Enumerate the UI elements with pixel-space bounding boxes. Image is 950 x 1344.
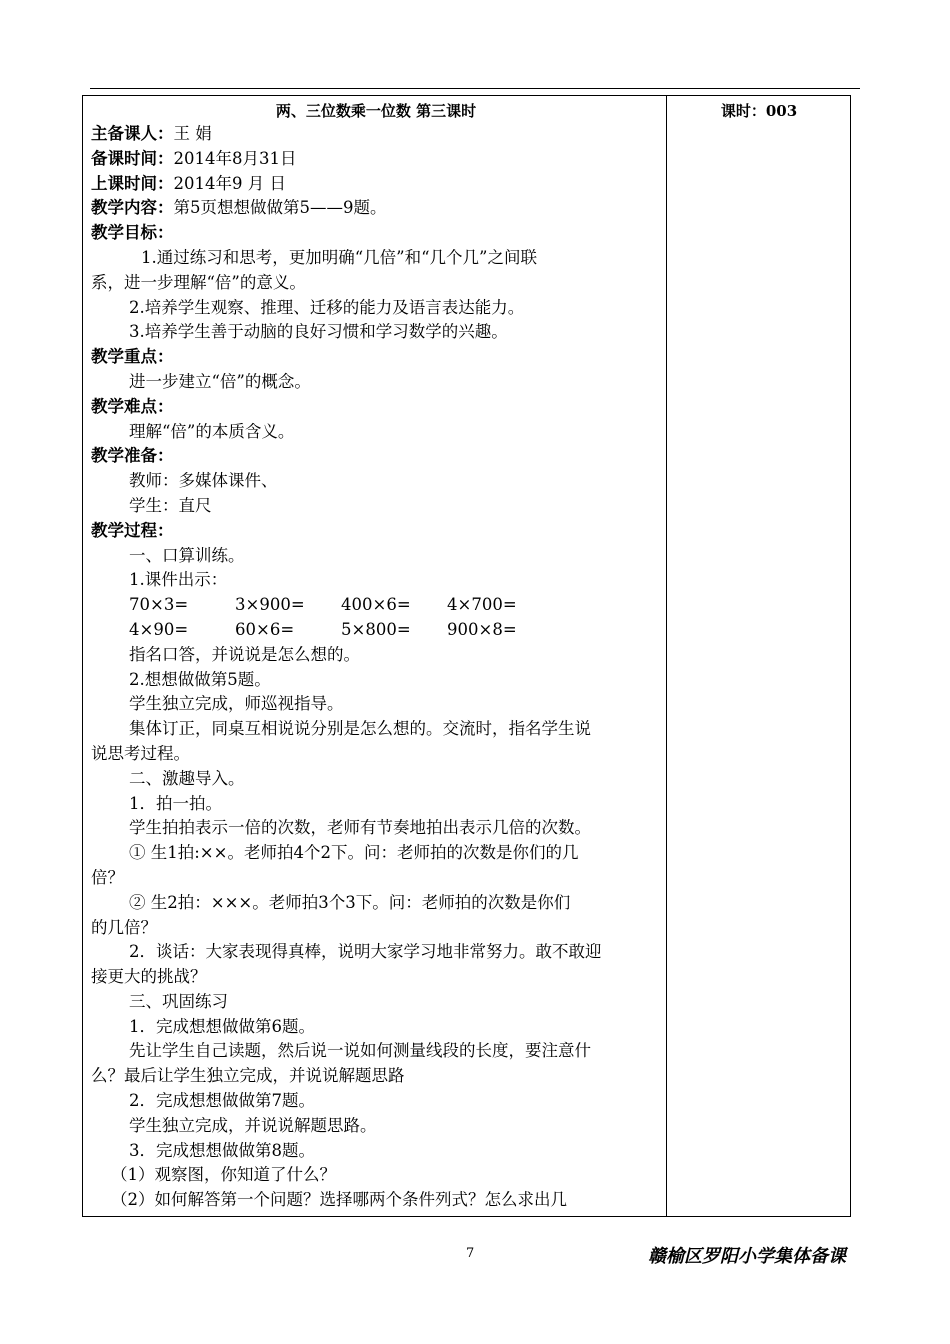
section-1-c-2: 说思考过程。 (91, 743, 190, 763)
preparer-label: 主备课人： (91, 124, 174, 143)
column-divider (666, 96, 667, 1216)
goal-line-4: 3.培养学生善于动脑的良好习惯和学习数学的兴趣。 (129, 322, 508, 342)
difficulty-label: 教学难点： (91, 396, 174, 416)
section-2-b-1: ① 生1拍:××。老师拍4个2下。问：老师拍的次数是你们的几 (129, 843, 579, 863)
section-2-c-1: ② 生2拍：×××。老师拍3个3下。问：老师拍的次数是你们 (129, 892, 571, 912)
goal-line-2: 系，进一步理解“倍”的意义。 (91, 272, 306, 292)
goal-line-3: 2.培养学生观察、推理、迁移的能力及语言表达能力。 (129, 297, 525, 317)
goals-label: 教学目标： (91, 223, 174, 243)
prep-label: 教学准备： (91, 446, 174, 466)
key-point-value: 进一步建立“倍”的概念。 (129, 371, 311, 391)
prep-time-value: 2014年8月31日 (173, 148, 297, 168)
prep-student: 学生：直尺 (129, 495, 212, 515)
section-1-b: 学生独立完成，师巡视指导。 (129, 694, 344, 714)
oral-expr: 60×6= (235, 619, 295, 639)
goal-line-1: 1.通过练习和思考，更加明确“几倍”和“几个几”之间联 (141, 247, 537, 267)
section-3-a-1: 先让学生自己读题，然后说一说如何测量线段的长度，要注意什 (129, 1041, 591, 1061)
oral-expr: 900×8= (447, 619, 517, 639)
section-3-title: 三、巩固练习 (129, 991, 228, 1011)
prep-time-label: 备课时间： (91, 148, 174, 168)
lesson-plan-table (82, 95, 851, 1217)
section-1-c-1: 集体订正，同桌互相说说分别是怎么想的。交流时，指名学生说 (129, 719, 591, 739)
section-2-a: 学生拍拍表示一倍的次数，老师有节奏地拍出表示几倍的次数。 (129, 818, 591, 838)
class-time-value: 2014年9 月 日 (173, 173, 286, 193)
process-label: 教学过程： (91, 520, 174, 540)
header-rule (90, 88, 860, 89)
lesson-main-content (91, 100, 661, 1213)
preparer-value: 王 娟 (173, 124, 212, 143)
lesson-title: 两、三位数乘一位数 第三课时 (275, 102, 477, 120)
content-value: 第5页想想做做第5——9题。 (173, 198, 387, 218)
footer-school: 赣榆区罗阳小学集体备课 (648, 1246, 846, 1267)
section-1-title: 一、口算训练。 (129, 545, 245, 565)
prep-time-row (91, 147, 661, 172)
oral-expr: 4×700= (447, 595, 517, 615)
section-2-d-2: 接更大的挑战？ (91, 967, 207, 987)
section-3-q-2: （2）如何解答第一个问题？选择哪两个条件列式？怎么求出几 (111, 1190, 567, 1210)
section-3-item-1: 1．完成想想做做第6题。 (129, 1016, 315, 1036)
content-row (91, 196, 661, 221)
class-time-label: 上课时间： (91, 173, 174, 193)
section-1-item-2: 2.想想做做第5题。 (129, 669, 271, 689)
oral-row-2 (91, 618, 661, 643)
section-3-item-3: 3．完成想想做做第8题。 (129, 1140, 315, 1160)
key-point-label: 教学重点： (91, 347, 174, 367)
difficulty-value: 理解“倍”的本质含义。 (129, 421, 295, 441)
section-3-a-2: 么？最后让学生独立完成，并说说解题思路 (91, 1066, 405, 1086)
oral-expr: 70×3= (129, 595, 189, 615)
oral-expr: 5×800= (341, 619, 411, 639)
section-3-item-2: 2．完成想想做做第7题。 (129, 1091, 315, 1111)
oral-expr: 4×90= (129, 619, 189, 639)
preparer-row (91, 122, 661, 147)
prep-teacher: 教师：多媒体课件、 (129, 471, 278, 491)
section-3-q-1: （1）观察图，你知道了什么？ (111, 1165, 336, 1185)
content-label: 教学内容： (91, 198, 174, 218)
section-1-item-1: 1.课件出示： (129, 570, 228, 590)
class-time-row (91, 172, 661, 197)
section-2-item-1: 1．拍一拍。 (129, 793, 222, 813)
oral-expr: 3×900= (235, 595, 305, 615)
section-2-title: 二、激趣导入。 (129, 768, 245, 788)
section-2-b-2: 倍？ (91, 867, 124, 887)
lesson-number: 课时：003 (720, 102, 798, 120)
oral-expr: 400×6= (341, 595, 411, 615)
section-1-a: 指名口答，并说说是怎么想的。 (129, 644, 360, 664)
page-number: 7 (466, 1246, 475, 1261)
section-2-d-1: 2．谈话：大家表现得真棒，说明大家学习地非常努力。敢不敢迎 (129, 942, 602, 962)
oral-row-1 (91, 593, 661, 618)
section-3-b: 学生独立完成，并说说解题思路。 (129, 1115, 377, 1135)
section-2-c-2: 的几倍？ (91, 917, 157, 937)
